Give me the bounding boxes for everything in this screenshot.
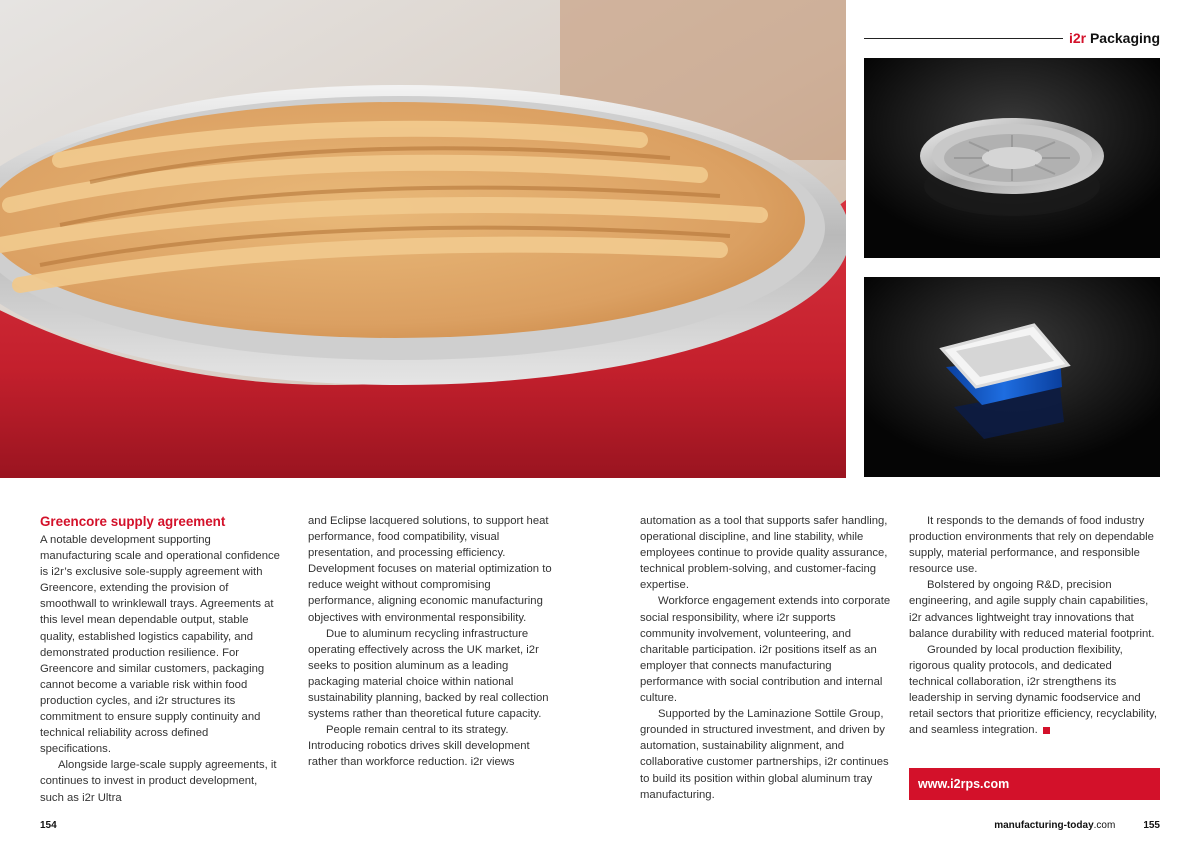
section-brand-header — [864, 28, 1160, 48]
paragraph: Due to aluminum recycling infrastructure operating effectively across the UK market, i2r seeks to position aluminum as a leading packaging material choice within national sustainability planning, backed by real collection systems rather than theoretical future capacity. — [308, 627, 549, 721]
round-foil-tray-image — [864, 58, 1160, 258]
paragraph-last — [909, 642, 1159, 739]
paragraph: Alongside large-scale supply agreements, it continues to invest in product development, such as i2r Ultra — [40, 759, 277, 804]
page-number-left: 154 — [40, 820, 57, 831]
product-photo-blue-tray — [864, 277, 1160, 477]
brand-accent: i2r — [1068, 30, 1087, 46]
site-suffix: .com — [1093, 820, 1116, 831]
article-column-3 — [640, 513, 892, 803]
website-link-box[interactable] — [909, 768, 1160, 800]
pie-in-red-tin-image — [0, 0, 846, 478]
product-photo-round-tray — [864, 58, 1160, 258]
paragraph: People remain central to its strategy. Introducing robotics drives skill development rather than workforce reduction. i2r views — [308, 724, 530, 769]
article-heading: Greencore supply agreement — [40, 514, 226, 529]
site-name: manufacturing-today — [994, 820, 1094, 831]
paragraph: Bolstered by ongoing R&D, precision engineering, and agile supply chain capabilities, i2r advances lightweight tray innovations that balance durability with reduced material footprint. — [909, 579, 1155, 640]
website-link[interactable]: www.i2rps.com — [918, 777, 1010, 791]
article-column-2 — [308, 513, 560, 771]
blue-rectangular-tray-image — [864, 277, 1160, 477]
paragraph: Workforce engagement extends into corporate social responsibility, where i2r supports community involvement, volunteering, and charitable participation. i2r positions itself as an employer that connects manufacturing performance with social contribution and internal culture. — [640, 595, 891, 705]
paragraph-text: Grounded by local production flexibility, rigorous quality protocols, and dedicated technical collaboration, i2r strengthens its leadership in serving dynamic foodservice and retail sectors that prioritize efficiency, recyclability, and seamless integration. — [909, 643, 1157, 737]
end-mark-icon — [1043, 727, 1050, 734]
paragraph: automation as a tool that supports safer handling, operational discipline, and line stability, while employees continue to provide quality assurance, technical problem-solving, and customer-facing expertise. — [640, 515, 888, 592]
article-column-4 — [909, 513, 1159, 738]
hero-photo — [0, 0, 846, 478]
footer-right — [994, 820, 1160, 831]
publication-site — [994, 820, 1115, 831]
brand-label: Packaging — [1089, 30, 1160, 46]
paragraph: Supported by the Laminazione Sottile Group, grounded in structured investment, and driven by automation, sustainability alignment, and collaborative customer partnerships, i2r continues to build its position within global aluminum tray manufacturing. — [640, 708, 889, 801]
paragraph: It responds to the demands of food industry production environments that rely on dependable supply, material performance, and responsible resource use. — [909, 515, 1154, 576]
brand-name — [1069, 30, 1160, 46]
paragraph: and Eclipse lacquered solutions, to support heat performance, food compatibility, visual presentation, and processing efficiency. Development focuses on material optimization to reduce weight without compromising performance, aligning economic manufacturing objectives with environmental responsibility. — [308, 515, 552, 624]
article-column-1 — [40, 513, 280, 806]
header-rule — [864, 38, 1063, 39]
page-number-right: 155 — [1143, 820, 1160, 831]
paragraph: A notable development supporting manufacturing scale and operational confidence is i2r’s exclusive sole-supply agreement with Greencore, extending the provision of smoothwall to wrinklewall trays. Agreements at this level mean dependable output, stable quality, established logistics capability, and demonstrated production resilience. For Greencore and similar customers, packaging cannot become a variable risk within food production cycles, and i2r structures its commitment to ensure supply continuity and technical reliability across defined specifications. — [40, 534, 280, 756]
